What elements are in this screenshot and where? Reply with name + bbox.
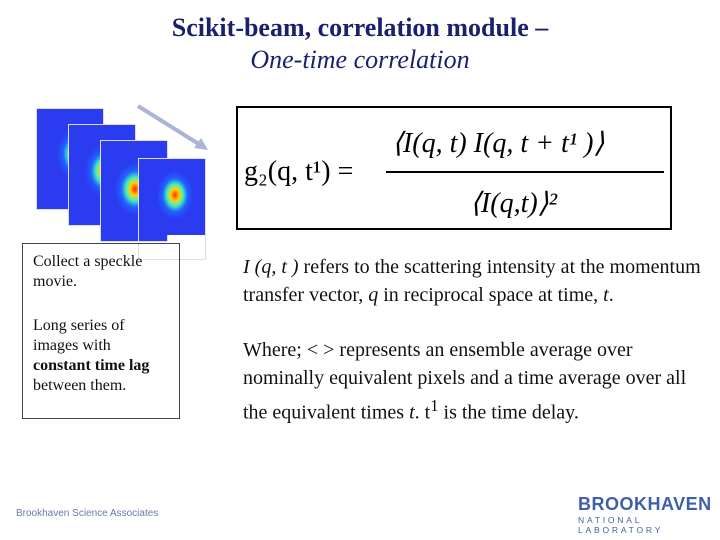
explanation-text	[243, 253, 703, 454]
description-text: Long series of images with	[33, 317, 125, 354]
explanation-span: Where; < > represents an ensemble average over nominally equivalent pixels and a time average over all the equivalent times	[243, 339, 687, 424]
correlation-equation	[236, 106, 672, 230]
speckle-image	[139, 159, 205, 235]
equation-lhs: g₂(q, t¹) =	[244, 156, 354, 187]
t-symbol: t	[409, 401, 415, 424]
description-end: between them.	[33, 377, 127, 394]
logo-main-text: BROOKHAVEN	[578, 494, 712, 514]
title-line-2: One-time correlation	[250, 45, 470, 74]
footer-organization: Brookhaven Science Associates	[16, 508, 159, 519]
title-line-1: Scikit-beam, correlation module –	[171, 13, 549, 42]
time-arrow-icon	[136, 104, 216, 160]
explanation-span: .	[608, 284, 614, 306]
explanation-paragraph-1	[243, 253, 703, 309]
brookhaven-logo	[578, 494, 710, 535]
slide-title	[0, 12, 720, 76]
intensity-symbol: I (q, t )	[243, 256, 299, 278]
t-symbol: t	[603, 284, 609, 306]
explanation-span: refers to the scattering intensity at the momentum transfer vector,	[243, 256, 701, 306]
logo-sub-text: NATIONAL LABORATORY	[578, 515, 664, 535]
equation-numerator: ⟨I(q, t) I(q, t + t¹ )⟩	[392, 128, 605, 159]
speckle-description-2	[33, 316, 169, 396]
speckle-description-box	[22, 243, 180, 419]
superscript: 1	[430, 396, 439, 415]
equation-denominator: ⟨I(q,t)⟩²	[470, 188, 557, 219]
explanation-span: is the time delay.	[438, 401, 579, 424]
explanation-paragraph-2	[243, 336, 703, 427]
q-symbol: q	[368, 284, 379, 306]
explanation-span: . t	[414, 401, 431, 424]
explanation-span: in reciprocal space at time,	[378, 284, 604, 306]
description-bold: constant time lag	[33, 357, 150, 374]
speckle-description-1: Collect a speckle movie.	[33, 253, 143, 290]
